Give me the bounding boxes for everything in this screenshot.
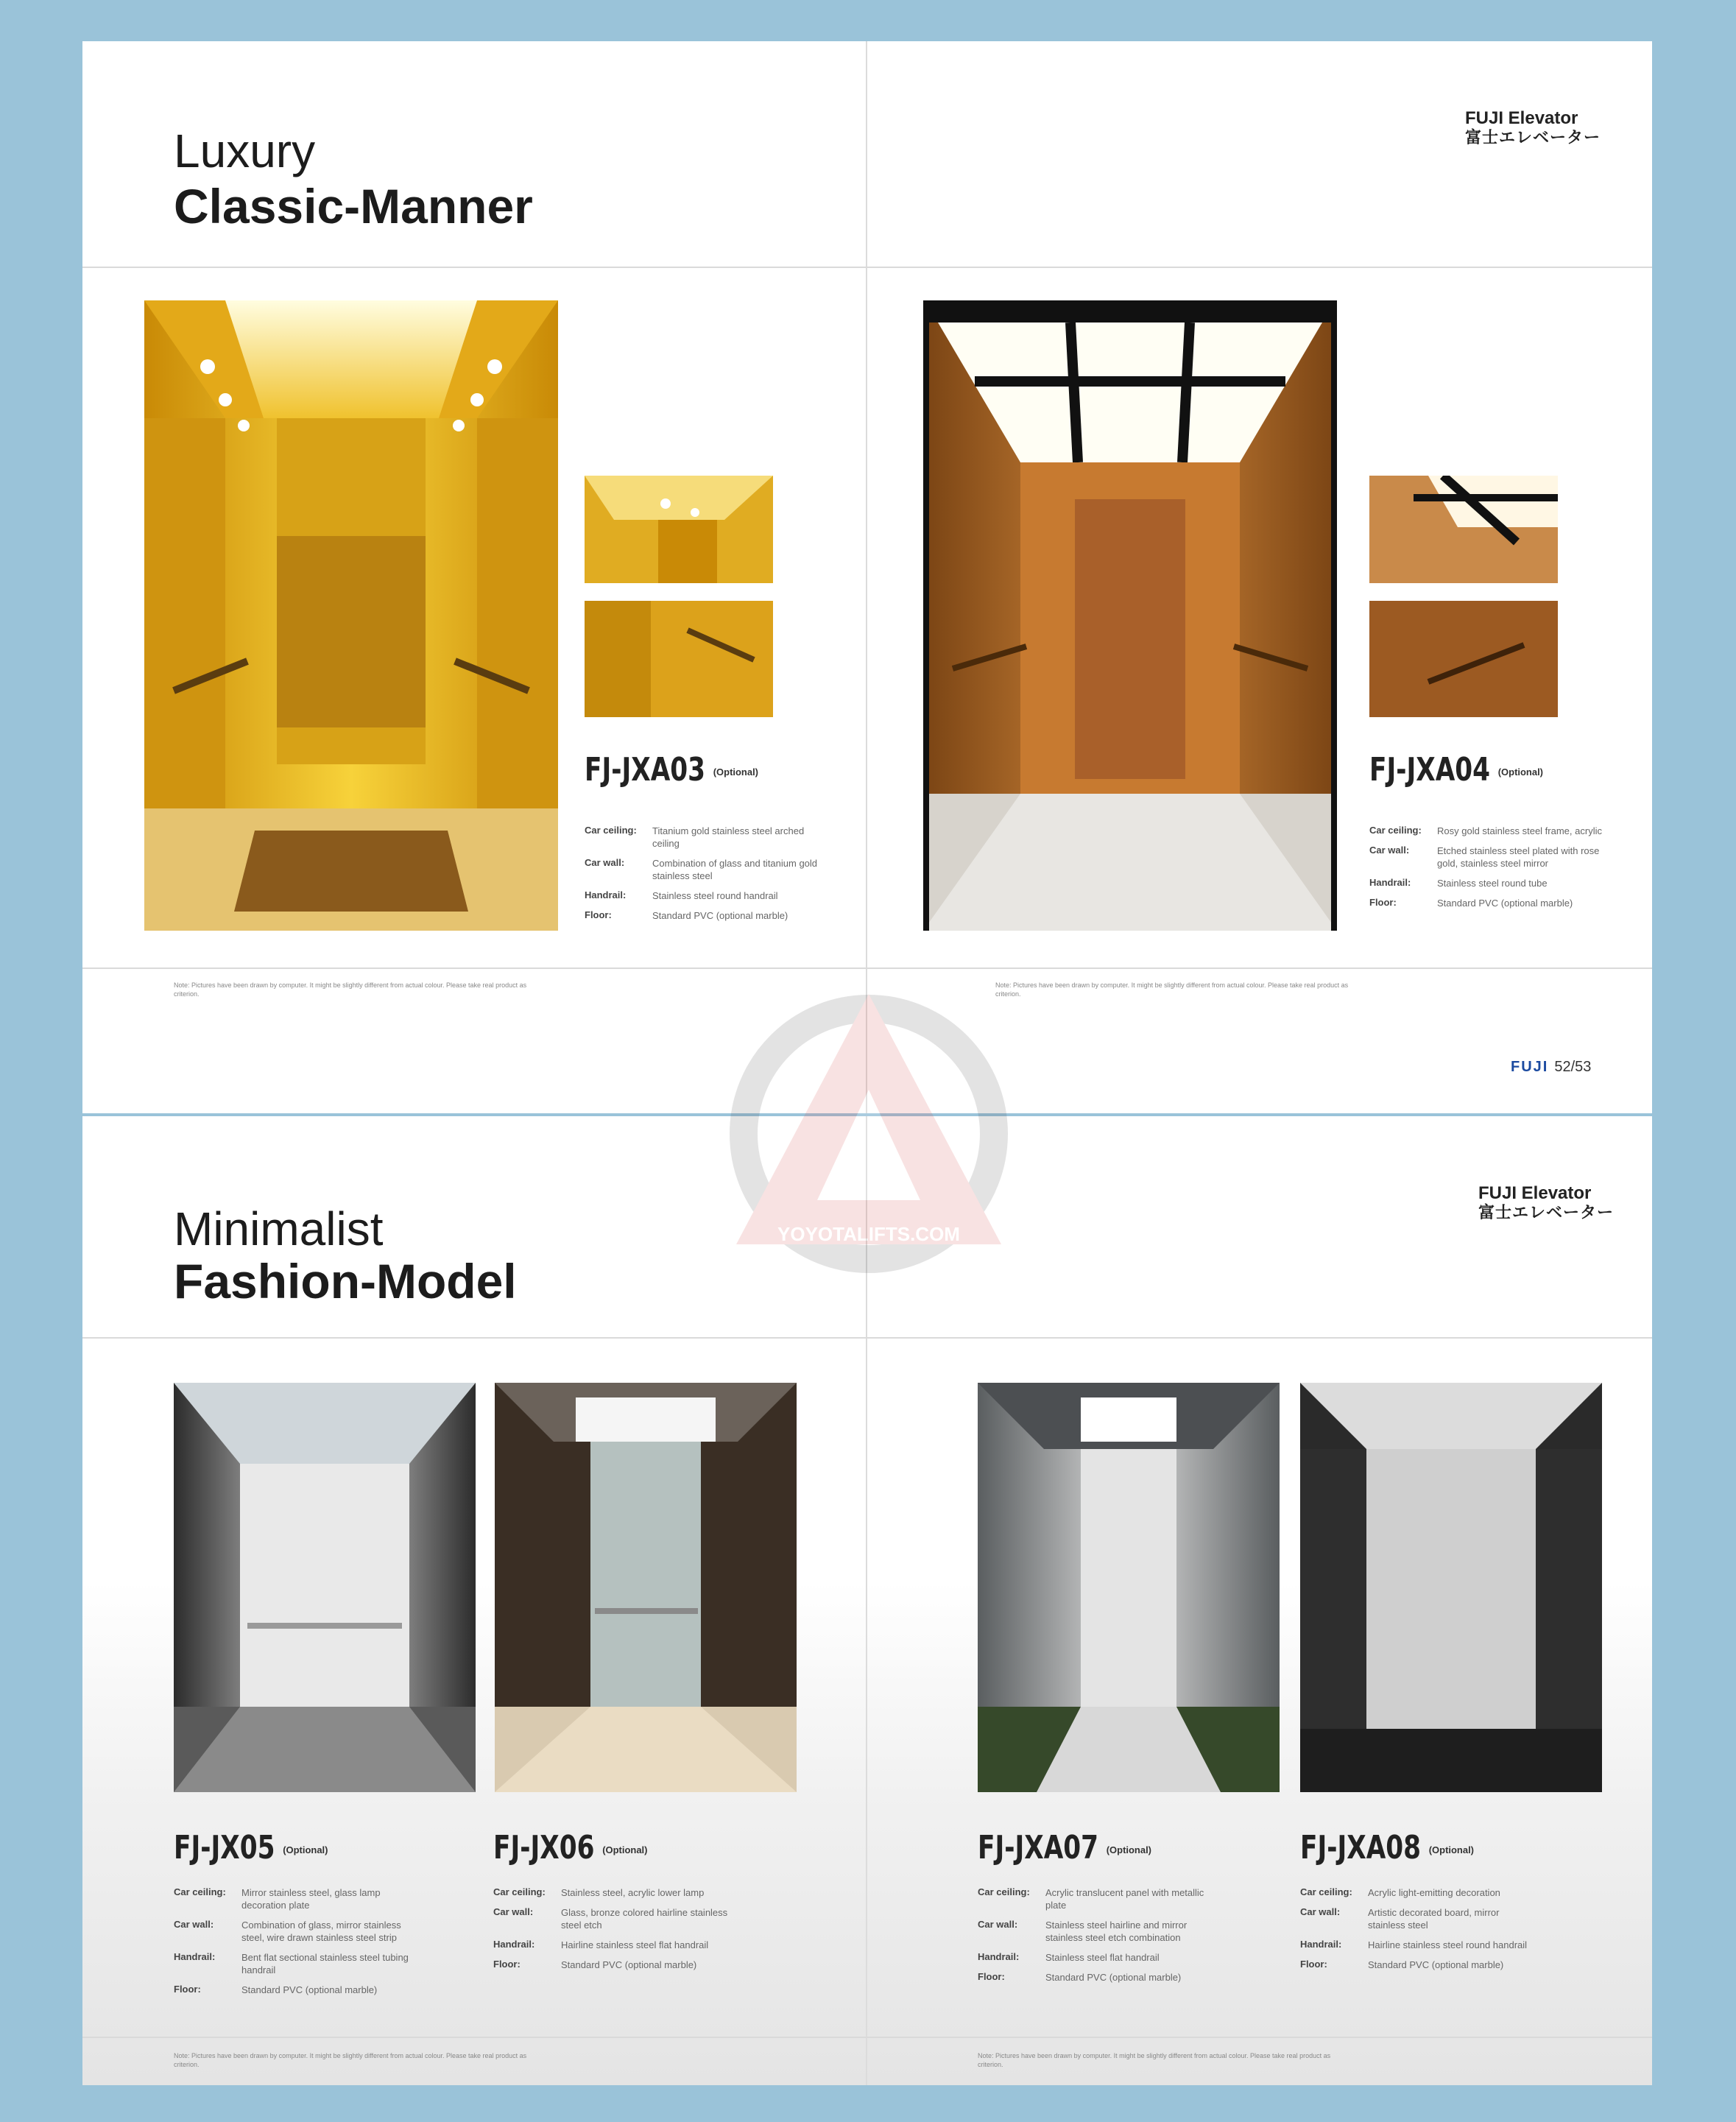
spec-row: Handrail: Stainless steel round handrail bbox=[585, 889, 778, 901]
spec-list-jx05 bbox=[174, 1886, 409, 2003]
model-code-jxa08: FJ-JXA08 (Optional) bbox=[1300, 1829, 1475, 1867]
section-title-bold: Fashion-Model bbox=[174, 1254, 517, 1308]
model-code-jx05: FJ-JX05 (Optional) bbox=[174, 1829, 328, 1867]
footer-divider bbox=[82, 967, 1652, 969]
section-title-light: Minimalist bbox=[174, 1202, 384, 1255]
detail-photo-jxa04-wall bbox=[1369, 601, 1558, 717]
model-code-jx06: FJ-JX06 (Optional) bbox=[493, 1829, 648, 1867]
spec-row: Car ceiling: Stainless steel, acrylic lower lamp bbox=[493, 1886, 705, 1898]
page-number: FUJI 52/53 bbox=[1511, 1059, 1592, 1075]
brand-name-jp: 富士エレベーター bbox=[1465, 128, 1601, 147]
detail-photo-jxa03-wall bbox=[585, 601, 773, 717]
section-title-bold: Classic-Manner bbox=[174, 179, 533, 233]
spec-row: Floor: Standard PVC (optional marble) bbox=[174, 1984, 378, 1995]
spec-row: Handrail: Stainless steel flat handrail bbox=[978, 1951, 1160, 1963]
model-code-jxa07: FJ-JXA07 (Optional) bbox=[978, 1829, 1152, 1867]
elevator-photo-jxa04 bbox=[923, 300, 1337, 931]
spec-row: Floor: Standard PVC (optional marble) bbox=[1369, 897, 1573, 909]
section-title-light: Luxury bbox=[174, 124, 316, 177]
elevator-photo-jx05 bbox=[174, 1383, 476, 1792]
spec-row: Floor: Standard PVC (optional marble) bbox=[585, 909, 788, 921]
disclaimer-note-right: Note: Pictures have been drawn by computer. It might be slightly different from actual colour. Please take real product as criterion. bbox=[995, 981, 1349, 998]
detail-photo-jxa03-ceiling bbox=[585, 476, 773, 583]
spec-row: Handrail: Stainless steel round tube bbox=[1369, 877, 1548, 889]
watermark-logo bbox=[699, 979, 1038, 1289]
brand-header bbox=[1478, 1184, 1614, 1222]
spec-row: Car wall: Combination of glass, mirror stainless steel, wire drawn stainless steel strip bbox=[174, 1919, 401, 1943]
spec-row: Handrail: Hairline stainless steel round handrail bbox=[1300, 1939, 1528, 1950]
spec-row: Floor: Standard PVC (optional marble) bbox=[493, 1959, 697, 1970]
brand-name: FUJI Elevator bbox=[1478, 1183, 1592, 1203]
footer-divider bbox=[82, 2037, 1652, 2038]
spec-list-jxa08 bbox=[1300, 1886, 1536, 1978]
spec-row: Car ceiling: Titanium gold stainless steel arched ceiling bbox=[585, 825, 805, 849]
spec-row: Floor: Standard PVC (optional marble) bbox=[1300, 1959, 1504, 1970]
spec-row: Car wall: Combination of glass and titanium gold stainless steel bbox=[585, 857, 818, 881]
catalog-spread-classic bbox=[82, 41, 1652, 1113]
header-divider bbox=[82, 1337, 1652, 1339]
spec-list-jxa07 bbox=[978, 1886, 1213, 1991]
spec-list-jxa04 bbox=[1369, 825, 1605, 917]
spec-row: Car ceiling: Acrylic translucent panel with metallic plate bbox=[978, 1886, 1204, 1911]
page-gutter bbox=[866, 41, 867, 1113]
disclaimer-note-right: Note: Pictures have been drawn by computer. It might be slightly different from actual colour. Please take real product as criterion. bbox=[978, 2052, 1331, 2068]
spec-row: Handrail: Hairline stainless steel flat handrail bbox=[493, 1939, 709, 1950]
model-code-jxa03: FJ-JXA03 (Optional) bbox=[585, 751, 759, 789]
spec-row: Car wall: Glass, bronze colored hairline stainless steel etch bbox=[493, 1906, 728, 1931]
watermark-text: YOYOTALIFTS.COM bbox=[777, 1223, 960, 1245]
spec-row: Car wall: Etched stainless steel plated with rose gold, stainless steel mirror bbox=[1369, 845, 1600, 869]
spec-list-jx06 bbox=[493, 1886, 729, 1978]
spec-row: Car ceiling: Acrylic light-emitting decoration bbox=[1300, 1886, 1500, 1898]
spec-row: Car wall: Artistic decorated board, mirror stainless steel bbox=[1300, 1906, 1500, 1931]
elevator-photo-jxa03 bbox=[144, 300, 558, 931]
page-brand-logo: FUJI bbox=[1511, 1059, 1549, 1075]
disclaimer-note-left: Note: Pictures have been drawn by computer. It might be slightly different from actual colour. Please take real product as criterion. bbox=[174, 2052, 527, 2068]
disclaimer-note-left: Note: Pictures have been drawn by computer. It might be slightly different from actual colour. Please take real product as criterion. bbox=[174, 981, 527, 998]
spec-row: Floor: Standard PVC (optional marble) bbox=[978, 1971, 1182, 1983]
model-code-jxa04: FJ-JXA04 (Optional) bbox=[1369, 751, 1544, 789]
elevator-photo-jxa07 bbox=[978, 1383, 1280, 1792]
elevator-photo-jx06 bbox=[495, 1383, 797, 1792]
header-divider bbox=[82, 267, 1652, 268]
brand-name-jp: 富士エレベーター bbox=[1478, 1203, 1615, 1222]
spec-row: Car wall: Stainless steel hairline and mirror stainless steel etch combination bbox=[978, 1919, 1188, 1943]
brand-name: FUJI Elevator bbox=[1465, 108, 1578, 128]
spec-list-jxa03 bbox=[585, 825, 820, 929]
spec-row: Handrail: Bent flat sectional stainless steel tubing handrail bbox=[174, 1951, 409, 1975]
elevator-photo-jxa08 bbox=[1300, 1383, 1602, 1792]
detail-photo-jxa04-ceiling bbox=[1369, 476, 1558, 583]
spec-row: Car ceiling: Mirror stainless steel, glass lamp decoration plate bbox=[174, 1886, 381, 1911]
spec-row: Car ceiling: Rosy gold stainless steel frame, acrylic bbox=[1369, 825, 1602, 836]
brand-header bbox=[1465, 109, 1601, 147]
